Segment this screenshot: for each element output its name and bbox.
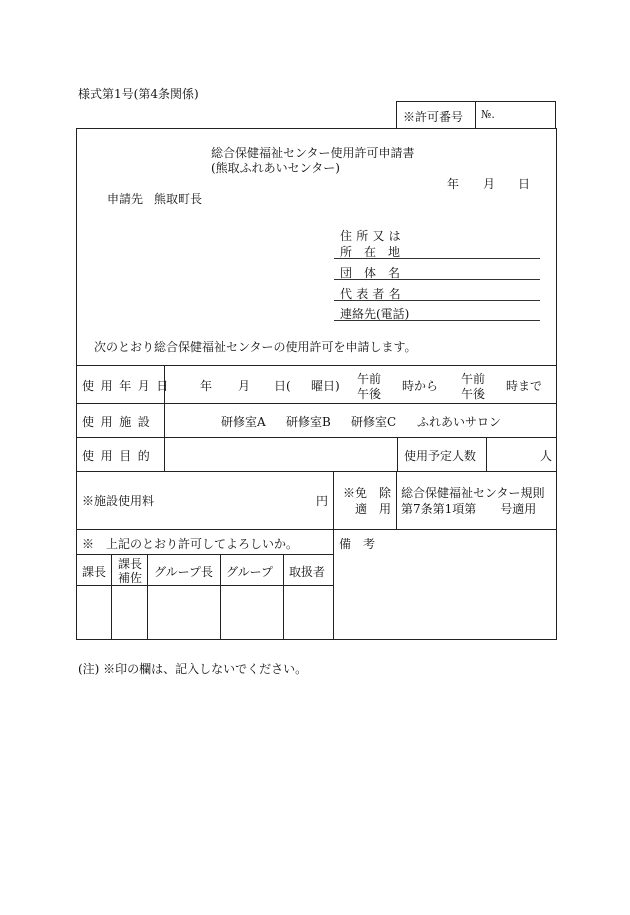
date-day: 日 (518, 177, 531, 191)
exemption-label-1: ※免 除 (343, 486, 392, 500)
end-am-option[interactable]: 午前 (461, 372, 486, 386)
time-from: 時から (402, 379, 439, 393)
address-label-1: 住所又は (340, 229, 405, 243)
use-date-day: 日( (274, 379, 291, 393)
facility-option-c[interactable]: 研修室C (351, 415, 397, 429)
attendees-unit: 人 (540, 449, 553, 463)
stamp-cell-group[interactable] (222, 587, 282, 638)
stamp-col-group-leader: グループ長 (154, 565, 214, 579)
stamp-col-group: グループ (226, 565, 274, 579)
stamp-col-deputy-2: 補佐 (118, 571, 143, 585)
org-name-field[interactable] (334, 279, 540, 280)
start-am-option[interactable]: 午前 (357, 372, 382, 386)
addressee-name: 熊取町長 (154, 192, 203, 206)
date-year: 年 (447, 177, 460, 191)
attendees-input[interactable] (490, 440, 536, 468)
stamp-cell-deputy[interactable] (113, 587, 146, 638)
form-label: 様式第1号(第4条関係) (78, 87, 199, 101)
stamp-col-handler: 取扱者 (289, 565, 326, 579)
address-label-2: 所 在 地 (340, 245, 401, 259)
org-name-label: 団 体 名 (340, 266, 401, 280)
facility-label: 使用施設 (82, 415, 157, 429)
representative-label: 代表者名 (340, 287, 405, 301)
form-subtitle: (熊取ふれあいセンター) (211, 161, 340, 175)
approval-header: ※ 上記のとおり許可してよろしいか。 (82, 537, 299, 551)
remarks-label: 備 考 (339, 537, 376, 551)
facility-option-a[interactable]: 研修室A (221, 415, 266, 429)
form-title: 総合保健福祉センター使用許可申請書 (211, 146, 415, 160)
exemption-rule-2: 第7条第1項第 号適用 (401, 502, 537, 516)
stamp-col-deputy-1: 課長 (118, 557, 143, 571)
use-date-label: 使用年月日 (82, 379, 176, 393)
stamp-cell-group-leader[interactable] (149, 587, 219, 638)
representative-field[interactable] (334, 300, 540, 301)
fee-label: ※施設使用料 (82, 494, 155, 508)
date-month: 月 (483, 177, 496, 191)
stamp-cell-section-chief[interactable] (78, 587, 110, 638)
remarks-field[interactable] (336, 552, 554, 637)
purpose-input[interactable] (168, 440, 394, 468)
start-pm-option[interactable]: 午後 (357, 387, 382, 401)
exemption-rule-1: 総合保健福祉センター規則 (401, 486, 545, 500)
stamp-col-section-chief: 課長 (82, 565, 107, 579)
addressee-label: 申請先 (107, 192, 144, 206)
exemption-label-2: 適 用 (355, 502, 392, 516)
facility-option-b[interactable]: 研修室B (286, 415, 331, 429)
permit-number-no: №. (481, 108, 495, 121)
purpose-label: 使用目的 (82, 449, 157, 463)
use-date-month: 月 (238, 379, 251, 393)
use-date-weekday: 曜日) (311, 379, 340, 393)
stamp-cell-handler[interactable] (285, 587, 331, 638)
attendees-label: 使用予定人数 (404, 449, 477, 463)
fee-unit: 円 (316, 494, 329, 508)
permit-number-input[interactable] (505, 104, 551, 124)
contact-field[interactable] (334, 320, 540, 321)
time-until: 時まで (506, 379, 543, 393)
contact-label: 連絡先(電話) (340, 307, 410, 321)
permit-number-label: ※許可番号 (403, 110, 464, 124)
use-date-year: 年 (200, 379, 213, 393)
address-field[interactable] (334, 258, 540, 259)
request-statement: 次のとおり総合保健福祉センターの使用許可を申請します。 (94, 340, 417, 354)
footnote: (注) ※印の欄は、記入しないでください。 (78, 662, 308, 676)
facility-option-salon[interactable]: ふれあいサロン (417, 415, 502, 429)
end-pm-option[interactable]: 午後 (461, 387, 486, 401)
